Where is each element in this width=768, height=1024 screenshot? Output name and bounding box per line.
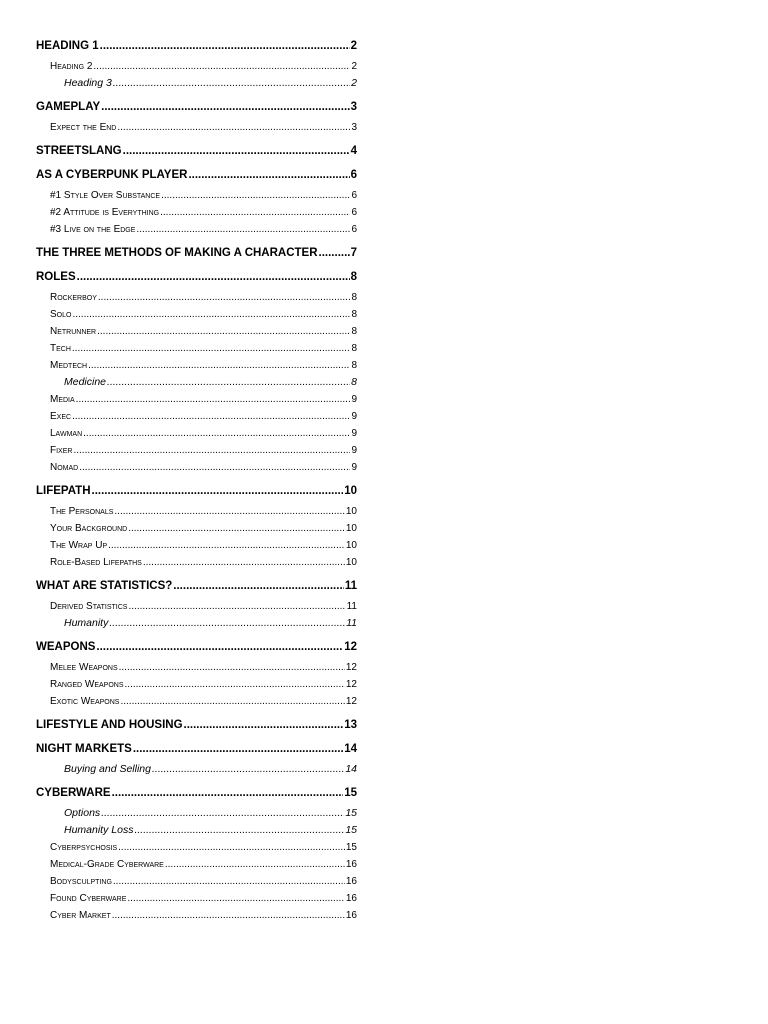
dot-leader: [165, 856, 345, 873]
toc-entry-level-2[interactable]: [36, 357, 357, 374]
toc-entry-level-1[interactable]: [36, 741, 357, 758]
toc-entry-level-2[interactable]: [36, 425, 357, 442]
toc-entry-level-1[interactable]: [36, 785, 357, 802]
toc-entry-page-number: 16: [345, 910, 357, 921]
dot-leader: [100, 38, 350, 55]
toc-entry-title: Solo: [50, 309, 72, 320]
dot-leader: [72, 340, 351, 357]
toc-entry-title: LIFESTYLE AND HOUSING: [36, 719, 183, 731]
toc-entry-title: Options: [64, 807, 101, 819]
toc-entry-page-number: 9: [351, 411, 357, 422]
toc-entry-level-2[interactable]: [36, 537, 357, 554]
toc-entry-page-number: 12: [344, 641, 357, 653]
toc-entry-level-2[interactable]: [36, 442, 357, 459]
dot-leader: [107, 374, 350, 391]
toc-entry-level-2[interactable]: [36, 873, 357, 890]
toc-entry-level-3[interactable]: [36, 75, 357, 92]
toc-entry-title: Role-Based Lifepaths: [50, 557, 142, 568]
toc-entry-page-number: 16: [345, 859, 357, 870]
toc-entry-level-1[interactable]: [36, 578, 357, 595]
toc-entry-title: Medicine: [64, 376, 107, 388]
toc-entry-level-2[interactable]: [36, 554, 357, 571]
dot-leader: [123, 143, 350, 160]
toc-entry-title: Rockerboy: [50, 292, 97, 303]
toc-entry-level-3[interactable]: [36, 805, 357, 822]
toc-entry-page-number: 12: [345, 679, 357, 690]
toc-entry-page-number: 12: [345, 662, 357, 673]
dot-leader: [92, 483, 344, 500]
toc-entry-title: Melee Weapons: [50, 662, 118, 673]
toc-entry-level-1[interactable]: [36, 269, 357, 286]
dot-leader: [98, 289, 351, 306]
toc-entry-title: Expect the End: [50, 122, 117, 133]
toc-entry-page-number: 11: [346, 601, 357, 612]
toc-entry-page-number: 8: [350, 271, 357, 283]
toc-entry-level-2[interactable]: [36, 520, 357, 537]
dot-leader: [125, 676, 345, 693]
toc-entry-page-number: 6: [351, 190, 357, 201]
toc-entry-title: Netrunner: [50, 326, 97, 337]
toc-entry-page-number: 15: [345, 824, 357, 836]
toc-entry-page-number: 6: [350, 169, 357, 181]
toc-entry-level-2[interactable]: [36, 890, 357, 907]
toc-entry-page-number: 11: [344, 580, 357, 592]
toc-entry-title: LIFEPATH: [36, 485, 91, 497]
dot-leader: [133, 741, 343, 758]
dot-leader: [128, 520, 345, 537]
toc-entry-level-2[interactable]: [36, 693, 357, 710]
dot-leader: [117, 119, 350, 136]
dot-leader: [108, 537, 345, 554]
dot-leader: [88, 357, 350, 374]
dot-leader: [113, 873, 345, 890]
toc-entry-title: Tech: [50, 343, 71, 354]
toc-entry-title: Fixer: [50, 445, 73, 456]
dot-leader: [120, 693, 344, 710]
toc-entry-level-2[interactable]: [36, 676, 357, 693]
toc-entry-title: Humanity Loss: [64, 824, 134, 836]
toc-entry-page-number: 11: [346, 617, 357, 629]
toc-entry-level-2[interactable]: [36, 340, 357, 357]
dot-leader: [101, 805, 344, 822]
toc-entry-title: Media: [50, 394, 75, 405]
dot-leader: [73, 442, 350, 459]
dot-leader: [161, 187, 350, 204]
toc-entry-title: HEADING 1: [36, 40, 99, 52]
toc-entry-title: Medical-Grade Cyberware: [50, 859, 164, 870]
toc-entry-title: ROLES: [36, 271, 76, 283]
toc-entry-page-number: 8: [351, 343, 357, 354]
toc-entry-title: Bodysculpting: [50, 876, 112, 887]
dot-leader: [173, 578, 344, 595]
toc-entry-page-number: 9: [351, 462, 357, 473]
toc-entry-page-number: 8: [351, 360, 357, 371]
toc-entry-title: AS A CYBERPUNK PLAYER: [36, 169, 188, 181]
toc-entry-level-2[interactable]: [36, 323, 357, 340]
toc-entry-level-3[interactable]: [36, 615, 357, 632]
toc-entry-title: Heading 3: [64, 77, 112, 89]
toc-entry-title: GAMEPLAY: [36, 101, 101, 113]
dot-leader: [76, 391, 351, 408]
toc-entry-level-2[interactable]: [36, 503, 357, 520]
dot-leader: [109, 615, 345, 632]
toc-entry-title: WEAPONS: [36, 641, 96, 653]
dot-leader: [101, 99, 349, 116]
toc-entry-page-number: 15: [344, 787, 357, 799]
toc-entry-level-1[interactable]: [36, 38, 357, 55]
toc-entry-title: #3 Live on the Edge: [50, 224, 136, 235]
toc-entry-title: WHAT ARE STATISTICS?: [36, 580, 173, 592]
dot-leader: [112, 907, 345, 924]
dot-leader: [160, 204, 350, 221]
toc-entry-page-number: 10: [344, 485, 357, 497]
toc-entry-level-1[interactable]: [36, 717, 357, 734]
toc-entry-page-number: 6: [351, 224, 357, 235]
dot-leader: [96, 639, 343, 656]
dot-leader: [113, 75, 350, 92]
toc-entry-level-1[interactable]: [36, 245, 357, 262]
toc-entry-level-2[interactable]: [36, 58, 357, 75]
dot-leader: [72, 306, 350, 323]
toc-entry-level-2[interactable]: [36, 204, 357, 221]
dot-leader: [134, 822, 344, 839]
toc-entry-title: Cyberpsychosis: [50, 842, 118, 853]
dot-leader: [143, 554, 345, 571]
toc-entry-page-number: 2: [350, 40, 357, 52]
dot-leader: [119, 659, 345, 676]
toc-entry-title: The Personals: [50, 506, 114, 517]
toc-entry-page-number: 8: [351, 326, 357, 337]
toc-entry-level-2[interactable]: [36, 839, 357, 856]
toc-entry-page-number: 7: [350, 247, 357, 259]
toc-entry-page-number: 8: [351, 309, 357, 320]
toc-entry-page-number: 6: [351, 207, 357, 218]
toc-entry-title: #2 Attitude is Everything: [50, 207, 160, 218]
toc-entry-level-3[interactable]: [36, 374, 357, 391]
toc-entry-level-2[interactable]: [36, 187, 357, 204]
toc-entry-title: Lawman: [50, 428, 83, 439]
toc-entry-page-number: 12: [345, 696, 357, 707]
dot-leader: [128, 598, 345, 615]
toc-entry-level-2[interactable]: [36, 221, 357, 238]
toc-entry-page-number: 13: [344, 719, 357, 731]
toc-entry-level-1[interactable]: [36, 167, 357, 184]
dot-leader: [184, 717, 344, 734]
toc-entry-title: Heading 2: [50, 61, 93, 72]
toc-entry-title: NIGHT MARKETS: [36, 743, 132, 755]
toc-entry-page-number: 14: [345, 763, 357, 775]
toc-entry-title: Derived Statistics: [50, 601, 128, 612]
toc-entry-level-2[interactable]: [36, 907, 357, 924]
toc-entry-title: Exotic Weapons: [50, 696, 120, 707]
toc-entry-page-number: 9: [351, 394, 357, 405]
dot-leader: [127, 890, 344, 907]
toc-entry-page-number: 3: [350, 101, 357, 113]
table-of-contents: [36, 38, 357, 924]
toc-entry-page-number: 2: [351, 61, 357, 72]
dot-leader: [79, 459, 350, 476]
toc-entry-page-number: 3: [351, 122, 357, 133]
toc-entry-page-number: 15: [345, 842, 357, 853]
toc-entry-page-number: 8: [351, 292, 357, 303]
dot-leader: [97, 323, 350, 340]
toc-entry-level-2[interactable]: [36, 391, 357, 408]
toc-entry-level-2[interactable]: [36, 289, 357, 306]
dot-leader: [83, 425, 350, 442]
toc-entry-title: Humanity: [64, 617, 109, 629]
toc-entry-title: Found Cyberware: [50, 893, 127, 904]
toc-entry-title: Your Background: [50, 523, 128, 534]
toc-entry-level-2[interactable]: [36, 598, 357, 615]
dot-leader: [77, 269, 350, 286]
toc-entry-level-1[interactable]: [36, 99, 357, 116]
toc-entry-page-number: 10: [345, 523, 357, 534]
toc-entry-level-2[interactable]: [36, 459, 357, 476]
toc-entry-level-2[interactable]: [36, 119, 357, 136]
toc-entry-level-1[interactable]: [36, 483, 357, 500]
dot-leader: [72, 408, 350, 425]
toc-entry-page-number: 4: [350, 145, 357, 157]
toc-entry-title: CYBERWARE: [36, 787, 111, 799]
toc-entry-page-number: 2: [351, 77, 357, 89]
toc-entry-page-number: 8: [351, 376, 357, 388]
toc-entry-title: Buying and Selling: [64, 763, 151, 775]
dot-leader: [93, 58, 350, 75]
toc-entry-title: The Wrap Up: [50, 540, 108, 551]
toc-entry-page-number: 9: [351, 428, 357, 439]
toc-entry-page-number: 16: [345, 876, 357, 887]
toc-entry-title: Exec: [50, 411, 72, 422]
dot-leader: [136, 221, 350, 238]
toc-entry-level-2[interactable]: [36, 659, 357, 676]
toc-entry-level-1[interactable]: [36, 143, 357, 160]
dot-leader: [112, 785, 344, 802]
toc-entry-level-1[interactable]: [36, 639, 357, 656]
toc-entry-title: Ranged Weapons: [50, 679, 124, 690]
dot-leader: [319, 245, 350, 262]
toc-entry-title: Medtech: [50, 360, 88, 371]
toc-entry-level-2[interactable]: [36, 856, 357, 873]
dot-leader: [152, 761, 344, 778]
toc-entry-level-3[interactable]: [36, 761, 357, 778]
dot-leader: [118, 839, 345, 856]
toc-entry-title: Nomad: [50, 462, 79, 473]
toc-entry-page-number: 16: [345, 893, 357, 904]
toc-entry-title: Cyber Market: [50, 910, 111, 921]
toc-entry-page-number: 9: [351, 445, 357, 456]
toc-entry-page-number: 10: [345, 506, 357, 517]
toc-entry-title: STREETSLANG: [36, 145, 122, 157]
toc-entry-level-3[interactable]: [36, 822, 357, 839]
toc-entry-page-number: 10: [345, 540, 357, 551]
dot-leader: [114, 503, 344, 520]
toc-entry-level-2[interactable]: [36, 408, 357, 425]
toc-entry-title: THE THREE METHODS OF MAKING A CHARACTER: [36, 247, 318, 259]
toc-entry-level-2[interactable]: [36, 306, 357, 323]
toc-entry-page-number: 14: [344, 743, 357, 755]
toc-entry-title: #1 Style Over Substance: [50, 190, 161, 201]
toc-entry-page-number: 15: [345, 807, 357, 819]
dot-leader: [188, 167, 349, 184]
toc-entry-page-number: 10: [345, 557, 357, 568]
